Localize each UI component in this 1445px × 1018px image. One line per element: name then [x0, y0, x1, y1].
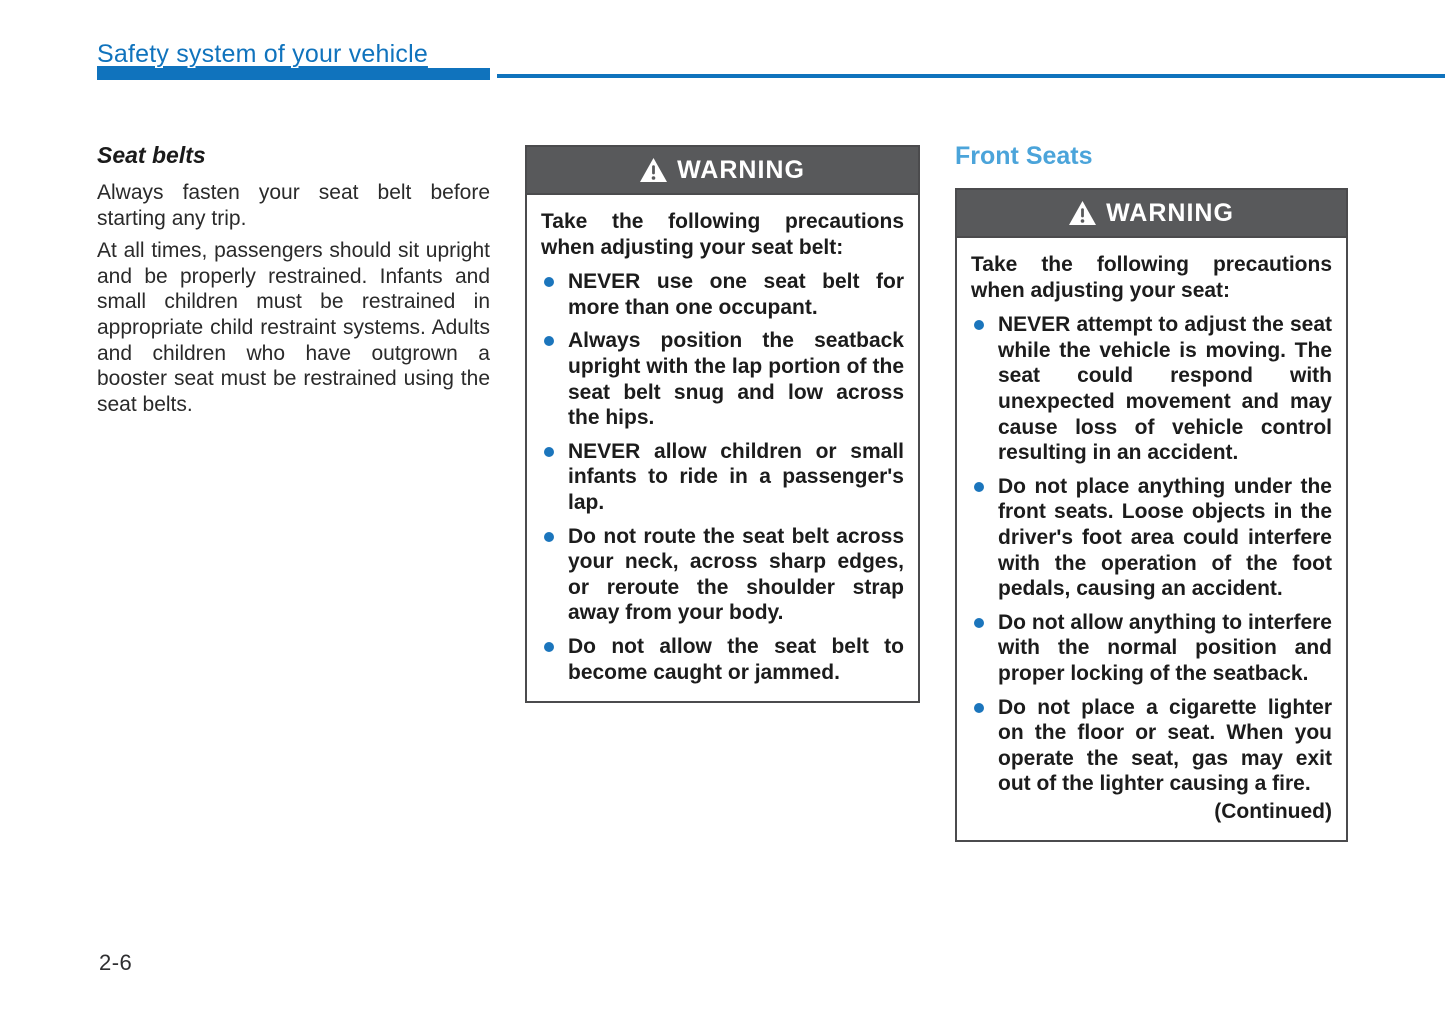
bullet-icon [974, 703, 984, 713]
warning-bullet-item [541, 439, 904, 516]
bullet-icon [974, 320, 984, 330]
bullet-text: Do not place a cigarette lighter on the floor or seat. When you operate the seat, gas may exit out of the lighter causing a fire. [998, 695, 1332, 796]
warning-bullet-item [541, 634, 904, 685]
bullet-icon [544, 532, 554, 542]
seatbelt-warning-box [525, 145, 920, 703]
seat-belts-heading: Seat belts [97, 142, 206, 168]
warning-bullet-item [971, 610, 1332, 687]
bullet-icon [544, 277, 554, 287]
bullet-icon [544, 642, 554, 652]
warning-header [957, 190, 1346, 238]
warning-intro: Take the following precautions when adjusting your seat belt: [541, 210, 904, 259]
warning-body [957, 238, 1346, 840]
bullet-icon [974, 482, 984, 492]
warning-bullet-item [541, 328, 904, 430]
bullet-text: NEVER allow children or small infants to ride in a passenger's lap. [568, 439, 904, 514]
header-rule-line [497, 74, 1445, 78]
warning-bullet-list [971, 312, 1332, 797]
seat-belts-paragraph: Always fasten your seat belt before starting any trip. [97, 181, 490, 230]
bullet-text: Do not place anything under the front seats. Loose objects in the driver's foot area could interfere with the operation of the foot pedals, causing an accident. [998, 474, 1332, 601]
bullet-icon [544, 336, 554, 346]
warning-triangle-icon [1069, 201, 1096, 225]
bullet-text: Do not allow the seat belt to become caught or jammed. [568, 634, 904, 684]
title-underline-bar [97, 68, 490, 80]
seatbelt-warning-column [525, 140, 920, 842]
warning-header [527, 147, 918, 195]
warning-body [527, 195, 918, 701]
front-seats-heading: Front Seats [955, 142, 1093, 170]
front-seats-warning-box [955, 188, 1348, 842]
page-content [97, 140, 1348, 842]
warning-bullet-item [541, 269, 904, 320]
warning-triangle-icon [640, 158, 667, 182]
chapter-title: Safety system of your vehicle [97, 40, 428, 68]
bullet-icon [974, 618, 984, 628]
warning-bullet-list [541, 269, 904, 685]
warning-bullet-item [971, 695, 1332, 797]
bullet-icon [544, 447, 554, 457]
continued-label: (Continued) [1214, 799, 1332, 823]
warning-title: WARNING [1106, 198, 1234, 227]
warning-bullet-item [541, 524, 904, 626]
page-number: 2-6 [99, 950, 133, 975]
bullet-text: Do not route the seat belt across your neck, across sharp edges, or reroute the shoulder strap away from your body. [568, 524, 904, 625]
warning-bullet-item [971, 312, 1332, 466]
warning-bullet-item [971, 474, 1332, 602]
seat-belts-paragraph: At all times, passengers should sit upright and be properly restrained. Infants and small children must be restrained in appropriate child restraint systems. Adults and children who have outgrown a booster seat must be restrained using the seat belts. [97, 239, 490, 416]
bullet-text: NEVER attempt to adjust the seat while the vehicle is moving. The seat could respond with unexpected movement and may cause loss of vehicle control resulting in an accident. [998, 313, 1332, 465]
warning-title: WARNING [677, 155, 805, 184]
bullet-text: Do not allow anything to interfere with the normal position and proper locking of the seatback. [998, 610, 1332, 685]
bullet-text: NEVER use one seat belt for more than one occupant. [568, 270, 904, 319]
front-seats-column [955, 140, 1348, 842]
warning-intro: Take the following precautions when adjusting your seat: [971, 253, 1332, 302]
seat-belts-column [97, 140, 490, 842]
bullet-text: Always position the seatback upright with the lap portion of the seat belt snug and low across the hips. [568, 329, 904, 430]
